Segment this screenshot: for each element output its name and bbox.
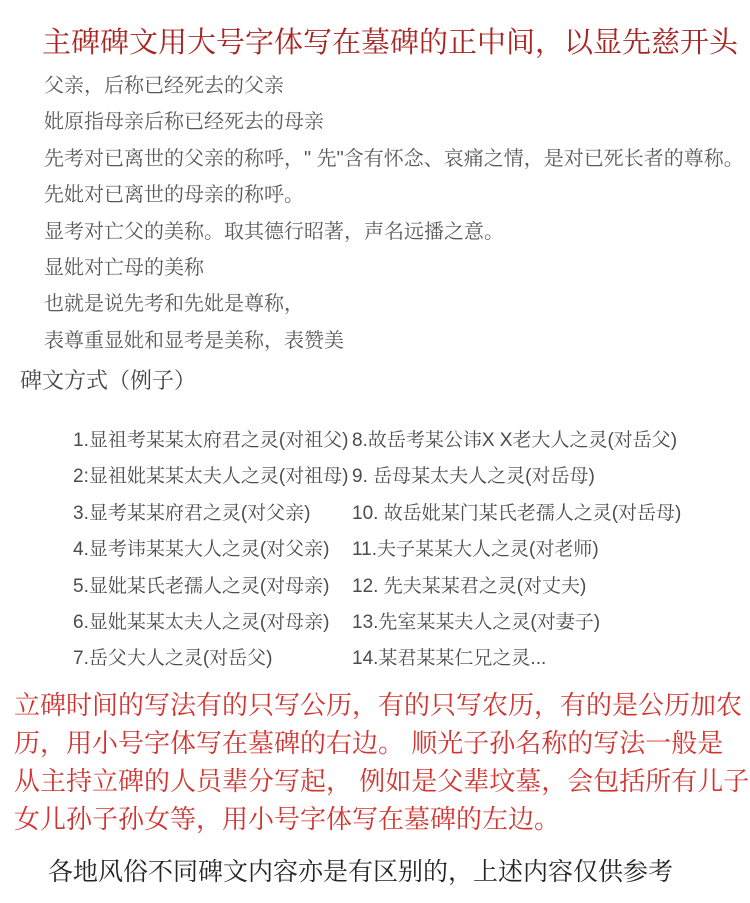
example-item: 10. 故岳妣某门某氏老孺人之灵(对岳母) [352,502,682,524]
footer-note: 各地风俗不同碑文内容亦是有区别的，上述内容仅供参考 [48,858,674,886]
examples-list [73,423,723,678]
example-item: 13.先室某某夫人之灵(对妻子) [352,612,601,634]
example-item: 7.岳父大人之灵(对岳父) [73,648,273,670]
note-line: 历，用小号字体写在墓碑的右边。 顺光子孙名称的写法一般是 [14,728,724,758]
intro-line: 先妣对已离世的母亲的称呼。 [44,184,304,207]
example-item: 9. 岳母某太夫人之灵(对岳母) [352,466,595,488]
note-line: 立碑时间的写法有的只写公历，有的只写农历，有的是公历加农 [14,690,743,720]
intro-line: 显妣对亡母的美称 [44,257,204,280]
example-row [73,605,723,641]
example-item: 2:显祖妣某某太夫人之灵(对祖母) [73,466,349,488]
note-line: 从主持立碑的人员辈分写起， 例如是父辈坟墓，会包括所有儿子 [14,766,750,796]
page-title: 主碑碑文用大号字体写在墓碑的正中间，以显先慈开头 [42,27,739,59]
note-paragraph [14,686,750,838]
note-line: 女儿孙子孙女等，用小号字体写在墓碑的左边。 [14,804,561,834]
example-item: 8.故岳考某公讳X X老大人之灵(对岳父) [352,430,678,451]
intro-line: 表尊重显妣和显考是美称，表赞美 [44,329,344,352]
example-row [73,423,723,459]
example-row [73,641,723,677]
example-item: 6.显妣某某太夫人之灵(对母亲) [73,612,330,634]
section-title: 碑文方式（例子） [20,368,197,393]
example-item: 14.某君某某仁兄之灵... [352,648,547,670]
example-row [73,496,723,532]
example-row [73,459,723,495]
example-item: 1.显祖考某某太府君之灵(对祖父) [73,430,349,451]
example-item: 12. 先夫某某君之灵(对丈夫) [352,575,587,597]
intro-line: 妣原指母亲后称已经死去的母亲 [44,111,324,134]
example-item: 3.显考某某府君之灵(对父亲) [73,502,311,524]
example-item: 11.夫子某某大人之灵(对老师) [352,539,599,561]
intro-line: 父亲，后称已经死去的父亲 [44,75,284,97]
intro-line: 也就是说先考和先妣是尊称， [44,293,304,316]
example-item: 5.显妣某氏老孺人之灵(对母亲) [73,575,330,597]
intro-line: 先考对已离世的父亲的称呼，" 先"含有怀念、哀痛之情，是对已死长者的尊称。 [44,147,744,170]
intro-section [44,68,744,359]
example-row [73,532,723,568]
intro-line: 显考对亡父的美称。取其德行昭著，声名远播之意。 [44,220,504,243]
example-row [73,569,723,605]
example-item: 4.显考讳某某大人之灵(对父亲) [73,539,330,561]
